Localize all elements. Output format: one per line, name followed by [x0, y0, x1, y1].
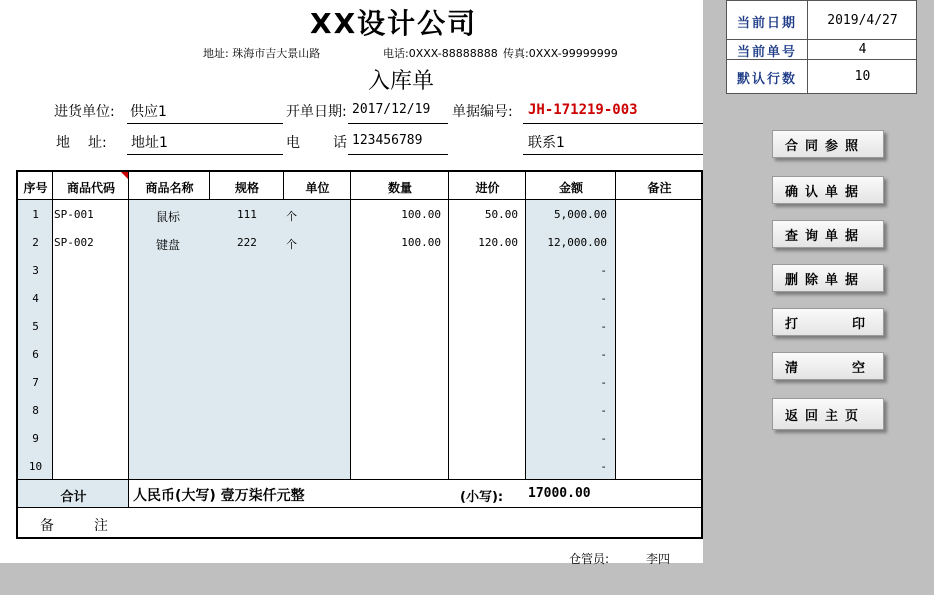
contract-reference-button[interactable]: 合同参照: [772, 130, 884, 158]
total-top-line: [18, 479, 701, 480]
docno-underline: [523, 123, 703, 124]
clear-label-2: 空: [851, 360, 865, 376]
date-underline: [348, 123, 448, 124]
info-panel: [726, 0, 917, 94]
info-divider-h1: [727, 39, 916, 40]
cell-price: 50.00: [484, 208, 518, 221]
vline-2: [128, 172, 129, 508]
clear-label-1: 清: [785, 360, 799, 376]
cell-qty: 100.00: [401, 236, 441, 249]
col-header-spec: 规格: [234, 181, 259, 195]
tel-field[interactable]: 123456789: [352, 133, 423, 148]
cell-code: SP-001: [54, 208, 94, 221]
cell-no: 9: [32, 432, 39, 445]
comment-marker: [121, 172, 128, 179]
cell-price: 120.00: [478, 236, 518, 249]
cell-amount: 5,000.00: [554, 208, 607, 221]
cell-no: 3: [32, 264, 39, 277]
col-header-unit: 单位: [305, 181, 330, 195]
col-header-no: 序号: [23, 181, 48, 195]
total-label: 合计: [60, 490, 87, 505]
clear-button[interactable]: [772, 352, 884, 380]
supplier-underline: [127, 123, 283, 124]
contact-field[interactable]: 联系1: [528, 135, 565, 151]
docno-label: 单据编号:: [452, 104, 513, 120]
contact-underline: [523, 154, 703, 155]
col-header-price: 进价: [475, 181, 500, 195]
cell-name: 键盘: [156, 238, 181, 252]
col-header-name: 商品名称: [145, 181, 194, 195]
col-header-qty: 数量: [387, 181, 412, 195]
address-underline: [127, 154, 283, 155]
cell-amount: -: [600, 348, 607, 361]
total-lower-label: (小写):: [460, 490, 504, 505]
cell-amount: -: [600, 264, 607, 277]
cell-unit: 个: [286, 238, 297, 251]
supplier-label: 进货单位:: [54, 104, 115, 120]
tel-label-2: 话: [333, 135, 347, 151]
delete-document-button[interactable]: 删除单据: [772, 264, 884, 292]
date-field[interactable]: 2017/12/19: [352, 102, 431, 117]
cell-no: 5: [32, 320, 39, 333]
keeper-value: 李四: [646, 552, 671, 566]
print-label-1: 打: [785, 316, 799, 332]
goods-table: [16, 170, 703, 539]
company-name: XX设计公司: [310, 7, 478, 40]
company-phone: 电话:0XXX-88888888: [383, 47, 498, 60]
cell-unit: 个: [286, 210, 297, 223]
return-home-button[interactable]: 返回主页: [772, 398, 884, 430]
cell-amount: -: [600, 404, 607, 417]
current-no-label: 当前单号: [736, 45, 797, 60]
address-label-1: 地: [56, 135, 70, 151]
print-button[interactable]: [772, 308, 884, 336]
cell-name: 鼠标: [156, 210, 181, 224]
cell-amount: 12,000.00: [547, 236, 607, 249]
remark-label-1: 备: [40, 518, 54, 534]
cell-amount: -: [600, 376, 607, 389]
address-field[interactable]: 地址1: [131, 135, 168, 151]
cell-amount: -: [600, 432, 607, 445]
total-lower-value: 17000.00: [528, 486, 591, 501]
query-document-button[interactable]: 查询单据: [772, 220, 884, 248]
current-date-value: 2019/4/27: [827, 13, 898, 28]
cell-no: 6: [32, 348, 39, 361]
tel-label-1: 电: [286, 135, 300, 151]
cell-spec: 222: [237, 236, 257, 249]
col-header-amount: 金额: [558, 181, 583, 195]
header-bottom-line: [18, 199, 701, 200]
tel-underline: [348, 154, 448, 155]
print-label-2: 印: [851, 316, 865, 332]
cell-amount: -: [600, 320, 607, 333]
cell-no: 1: [32, 208, 39, 221]
keeper-label: 仓管员:: [569, 552, 610, 566]
docno-field[interactable]: JH-171219-003: [528, 102, 638, 118]
cell-no: 10: [28, 460, 43, 473]
col-header-code: 商品代码: [66, 181, 115, 195]
company-address: 地址: 珠海市吉大景山路: [203, 47, 321, 60]
col-header-remark: 备注: [647, 181, 672, 195]
cell-no: 2: [32, 236, 39, 249]
current-no-value: 4: [858, 42, 867, 57]
total-upper: 人民币(大写) 壹万柒仟元整: [133, 488, 305, 504]
cell-no: 7: [32, 376, 39, 389]
remark-top-line: [18, 507, 701, 508]
cell-qty: 100.00: [401, 208, 441, 221]
cell-amount: -: [600, 292, 607, 305]
default-rows-label: 默认行数: [736, 72, 797, 87]
vline-4: [283, 172, 284, 200]
confirm-document-button[interactable]: 确认单据: [772, 176, 884, 204]
vline-8: [615, 172, 616, 480]
current-date-label: 当前日期: [736, 16, 797, 31]
address-label-2: 址:: [88, 135, 107, 151]
cell-amount: -: [600, 460, 607, 473]
cell-no: 4: [32, 292, 39, 305]
remark-field[interactable]: [130, 509, 703, 537]
supplier-field[interactable]: 供应1: [130, 104, 167, 120]
date-label: 开单日期:: [286, 104, 347, 120]
default-rows-value[interactable]: 10: [854, 69, 871, 84]
remark-label-2: 注: [94, 518, 108, 534]
company-fax: 传真:0XXX-99999999: [503, 47, 618, 60]
cell-spec: 111: [237, 208, 257, 221]
cell-code: SP-002: [54, 236, 94, 249]
cell-no: 8: [32, 404, 39, 417]
vline-3: [209, 172, 210, 200]
doc-title: 入库单: [368, 69, 435, 94]
